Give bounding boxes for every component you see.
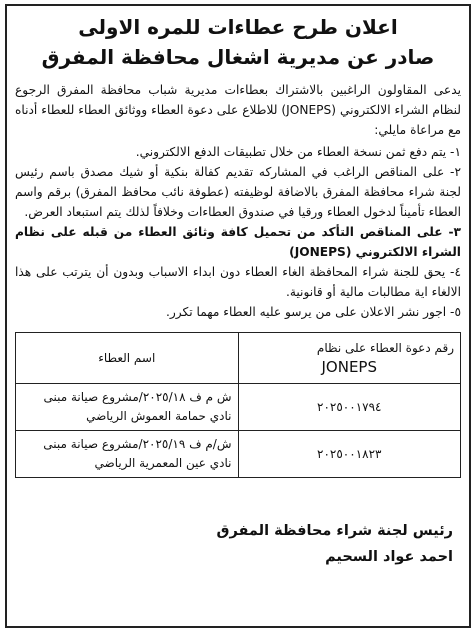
table-row [16,431,461,478]
tender-name-cell [16,431,239,478]
header-joneps-label: JONEPS [321,358,377,376]
tender-name-line-2: نادي عين المعمرية الرياضي [94,456,232,470]
tender-name-cell [16,384,239,431]
tender-name-line-1: ش م ف ٢٠٢٥/١٨/مشروع صيانة مبنى [43,390,232,404]
table-header-row [16,333,461,384]
signature-name: احمد عواد السحيم [325,549,453,565]
tender-name-line-1: ش/م ف ٢٠٢٥/١٩/مشروع صيانة مبنى [43,437,232,451]
condition-item-1: ١- يتم دفع ثمن نسخة العطاء من خلال تطبيقات الدفع الالكتروني. [135,145,461,159]
tender-name-line-2: نادي حمامة العموش الرياضي [86,409,232,423]
tender-number-cell: ٢٠٢٥٠٠١٨٢٣ [238,431,461,478]
signature-block [15,518,461,570]
title-line-2: صادر عن مديرية اشغال محافظة المفرق [41,45,435,69]
tender-announcement [5,4,471,628]
tender-number-cell: ٢٠٢٥٠٠١٧٩٤ [238,384,461,431]
header-tender-name: اسم العطاء [16,333,239,384]
conditions-list [15,142,461,322]
condition-item-2: ٢- على المناقص الراغب في المشاركه تقديم كفالة بنكية أو شيك مصدق باسم رئيس لجنة شراء محافظة المفرق بالاضافة لوظيفته (عطوفة نائب محافظ المفرق) برقم واسم العطاء تأميناً لدخول العطاء ورقيا في صندوق العطاءات وخلافاً لذلك يتم استبعاد العرض. [15,165,461,219]
title-line-1: اعلان طرح عطاءات للمره الاولى [78,15,398,39]
table-row [16,384,461,431]
condition-item-4: ٤- يحق للجنة شراء المحافظة الغاء العطاء دون ابداء الاسباب وبدون أن يترتب على هذا الالغاء اية مطالبات مالية أو قانونية. [15,265,461,299]
intro-paragraph: يدعى المقاولون الراغبين بالاشتراك بعطاءات مديرية شباب محافظة المفرق الرجوع لنظام الشراء الالكتروني (JONEPS) للاطلاع على دعوة العطاء ووثائق العطاء للعطاء أدناه مع مراعاة مايلي: [15,83,461,137]
tenders-table [15,332,461,478]
signature-role: رئيس لجنة شراء محافظة المفرق [216,523,453,539]
condition-item-3: ٣- على المناقص التأكد من تحميل كافة وثائق العطاء من قبله على نظام الشراء الالكتروني (JONEPS) [15,225,461,259]
header-tender-number [238,333,461,384]
condition-item-5: ٥- اجور نشر الاعلان على من يرسو عليه العطاء مهما تكرر. [166,305,461,319]
header-tender-number-label: رقم دعوة العطاء على نظام [316,341,454,355]
